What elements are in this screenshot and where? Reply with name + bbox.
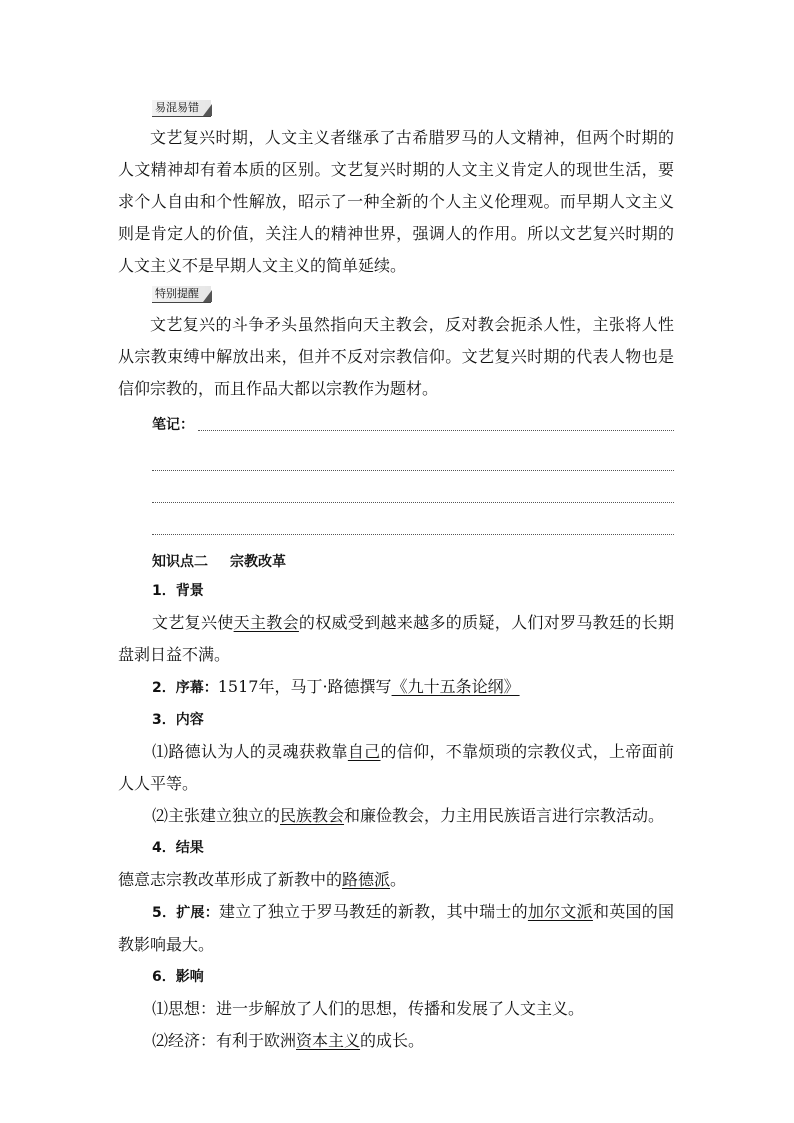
- extension-text: 5．扩展：建立了独立于罗马教廷的新教，其中瑞士的加尔文派和英国的国教影响最大。: [118, 902, 674, 954]
- underlined-term: 天主教会: [233, 613, 299, 632]
- heading-impact: 6．影响: [152, 969, 204, 985]
- prelude-label: 2．序幕：: [152, 680, 218, 696]
- result-text: 德意志宗教改革形成了新教中的路德派。: [118, 870, 407, 889]
- notes-dotted-line: [152, 471, 674, 503]
- content-point-2: ⑵主张建立独立的民族教会和廉俭教会，力主用民族语言进行宗教活动。: [152, 806, 665, 825]
- underlined-term: 资本主义: [296, 1031, 361, 1050]
- impact-point-1: ⑴思想：进一步解放了人们的思想，传播和发展了人文主义。: [152, 999, 585, 1018]
- impact-point-2: ⑵经济：有利于欧洲资本主义的成长。: [152, 1031, 425, 1050]
- section-title: [118, 549, 674, 575]
- notes-first-line: [118, 407, 674, 439]
- section-name: 宗教改革: [230, 554, 286, 570]
- special-note-tag: 特别提醒: [152, 286, 211, 303]
- underlined-term: 加尔文派: [527, 902, 593, 921]
- heading-background: 1．背景: [152, 583, 204, 599]
- underlined-term: 《九十五条论纲》: [391, 677, 520, 696]
- confusion-paragraph: 文艺复兴时期，人文主义者继承了古希腊罗马的人文精神，但两个时期的人文精神却有着本质的区别。文艺复兴时期的人文主义肯定人的现世生活，要求个人自由和个性解放，昭示了一种全新的个人主义伦理观。而早期人文主义则是肯定人的价值，关注人的精神世界，强调人的作用。所以文艺复兴时期的人文主义不是早期人文主义的简单延续。: [118, 128, 674, 275]
- notes-area: [118, 407, 674, 535]
- underlined-term: 民族教会: [280, 806, 345, 825]
- notes-dotted-line: [198, 430, 674, 431]
- extension-label: 5．扩展：: [152, 905, 220, 921]
- background-text: 文艺复兴使天主教会的权威受到越来越多的质疑，人们对罗马教廷的长期盘剥日益不满。: [118, 613, 674, 664]
- underlined-term: 路德派: [342, 870, 391, 889]
- notes-label: 笔记：: [152, 417, 194, 433]
- document-page: [118, 96, 674, 1057]
- content-point-1: ⑴路德认为人的灵魂获救靠自己的信仰，不靠烦琐的宗教仪式，上帝面前人人平等。: [118, 742, 674, 793]
- section-number: 知识点二: [152, 554, 208, 570]
- heading-result: 4．结果: [152, 840, 204, 856]
- prelude-line: 2．序幕：1517年，马丁·路德撰写《九十五条论纲》: [152, 677, 520, 696]
- confusion-tag: 易混易错: [152, 100, 211, 117]
- notes-dotted-line: [152, 503, 674, 535]
- special-note-paragraph: 文艺复兴的斗争矛头虽然指向天主教会，反对教会扼杀人性，主张将人性从宗教束缚中解放出来，但并不反对宗教信仰。文艺复兴时期的代表人物也是信仰宗教的，而且作品大都以宗教作为题材。: [118, 315, 674, 398]
- heading-content: 3．内容: [152, 712, 204, 728]
- underlined-term: 自己: [347, 742, 381, 761]
- notes-dotted-line: [152, 439, 674, 471]
